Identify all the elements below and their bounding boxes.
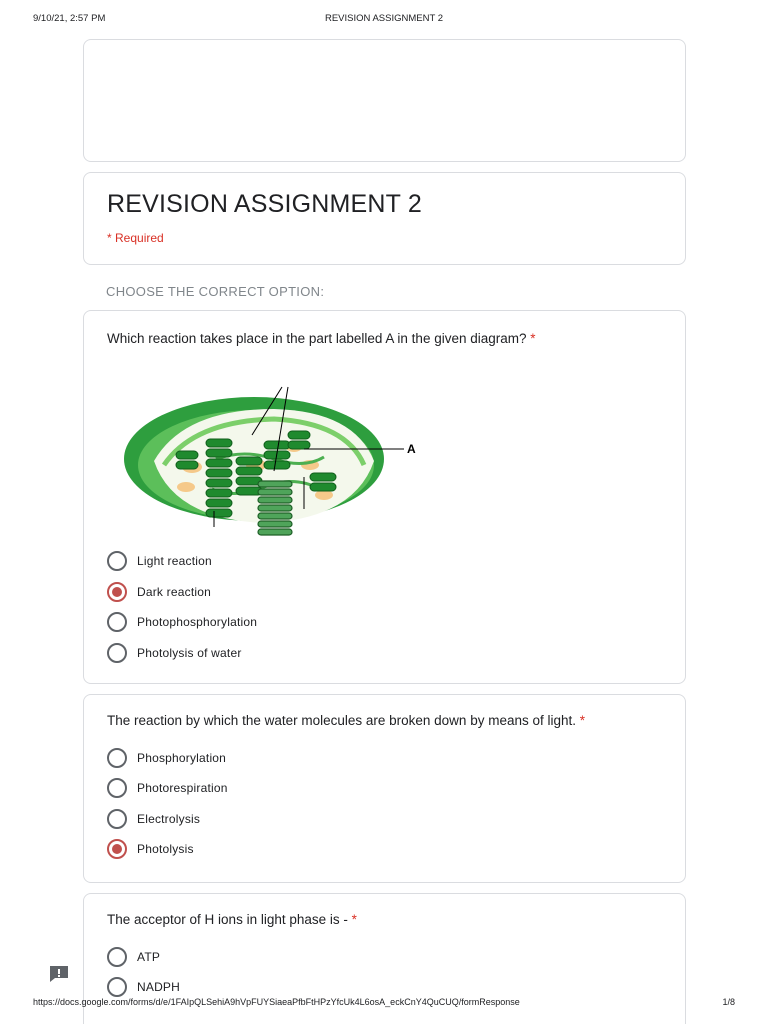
question-1-label: Which reaction takes place in the part labelled A in the given diagram? <box>107 331 527 346</box>
print-date: 9/10/21, 2:57 PM <box>33 13 106 24</box>
feedback-icon[interactable] <box>48 965 70 983</box>
option-label: Photophosphorylation <box>137 615 258 629</box>
option-electrolysis[interactable] <box>107 809 507 829</box>
print-header <box>0 13 768 27</box>
radio-button[interactable] <box>107 809 127 829</box>
option-photorespiration[interactable] <box>107 778 507 798</box>
required-star: * <box>351 912 357 927</box>
print-footer <box>0 997 768 1011</box>
option-photolysis-of-water[interactable] <box>107 643 507 663</box>
option-photophosphorylation[interactable] <box>107 612 507 632</box>
radio-button[interactable] <box>107 612 127 632</box>
required-star: * <box>530 331 536 346</box>
radio-button[interactable] <box>107 778 127 798</box>
chloroplast-diagram <box>124 369 424 539</box>
section-label: CHOOSE THE CORRECT OPTION: <box>106 284 325 299</box>
option-nadph[interactable] <box>107 977 507 997</box>
option-label: Phosphorylation <box>137 751 227 765</box>
option-label: NADPH <box>137 980 181 994</box>
form-title-card <box>83 172 686 265</box>
form-title: REVISION ASSIGNMENT 2 <box>107 190 422 218</box>
question-3-label: The acceptor of H ions in light phase is - <box>107 912 348 927</box>
option-label: ATP <box>137 950 161 964</box>
required-note: * Required <box>107 231 164 245</box>
print-title: REVISION ASSIGNMENT 2 <box>324 13 444 24</box>
question-card-2 <box>83 694 686 883</box>
radio-button[interactable] <box>107 748 127 768</box>
question-text-2 <box>107 713 585 728</box>
option-photolysis[interactable] <box>107 839 507 859</box>
question-2-label: The reaction by which the water molecules are broken down by means of light. <box>107 713 576 728</box>
radio-button-selected[interactable] <box>107 582 127 602</box>
option-light-reaction[interactable] <box>107 551 507 571</box>
option-label: Light reaction <box>137 554 212 568</box>
page-number: 1/8 <box>722 997 735 1007</box>
option-dark-reaction[interactable] <box>107 582 507 602</box>
radio-button[interactable] <box>107 977 127 997</box>
option-label: Photolysis <box>137 842 194 856</box>
question-text-1 <box>107 331 536 346</box>
radio-button[interactable] <box>107 551 127 571</box>
form-header-banner <box>83 39 686 162</box>
print-url: https://docs.google.com/forms/d/e/1FAIpQLSehiA9hVpFUYSiaeaPfbFtHPzYfcUk4L6osA_eckCnY4QuCUQ/formResponse <box>33 997 520 1007</box>
option-atp[interactable] <box>107 947 507 967</box>
granum-cross-section <box>258 481 292 535</box>
question-card-1 <box>83 310 686 684</box>
option-label: Photorespiration <box>137 781 228 795</box>
radio-button-selected[interactable] <box>107 839 127 859</box>
option-label: Electrolysis <box>137 812 201 826</box>
option-label: Photolysis of water <box>137 646 242 660</box>
required-star: * <box>579 713 586 728</box>
option-label: Dark reaction <box>137 585 211 599</box>
diagram-label-a: A <box>407 442 416 456</box>
option-phosphorylation[interactable] <box>107 748 507 768</box>
question-text-3 <box>107 912 357 927</box>
radio-button[interactable] <box>107 643 127 663</box>
radio-button[interactable] <box>107 947 127 967</box>
